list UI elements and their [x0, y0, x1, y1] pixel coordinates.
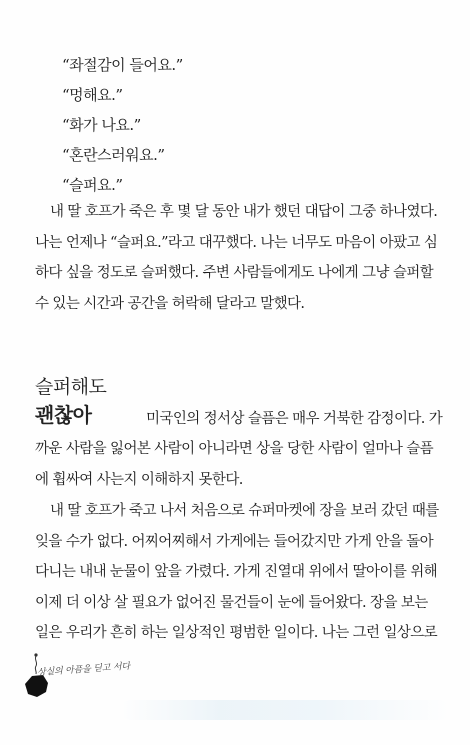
paragraph-line: 이제 더 이상 살 필요가 없어진 물건들이 눈에 들어왔다. 장을 보는 [35, 594, 428, 611]
scan-smudge [120, 700, 450, 720]
paragraph-line: 까운 사람을 잃어본 사람이 아니라면 상을 당한 사람이 얼마나 슬픔 [35, 441, 434, 457]
quote-line: “좌절감이 들어요.” [62, 56, 183, 74]
paragraph-line: 수 있는 시간과 공간을 허락해 달라고 말했다. [35, 295, 305, 312]
section-heading [35, 374, 145, 430]
paragraph-line: 내 딸 호프가 죽고 나서 처음으로 슈퍼마켓에 장을 보러 갔던 때를 [50, 503, 439, 519]
paragraph-line: 나는 언제나 “슬퍼요.”라고 대꾸했다. 나는 너무도 마음이 아팠고 심 [35, 234, 438, 251]
quote-line: “슬퍼요.” [62, 176, 123, 194]
paragraph-line: 잊을 수가 없다. 어찌어찌해서 가게에는 들어갔지만 가게 안을 돌아 [35, 533, 434, 550]
quote-line: “멍해요.” [62, 86, 123, 104]
body-paragraph-3 [35, 496, 440, 649]
section-heading-line-1: 슬퍼해도 [35, 376, 107, 398]
running-title: 상실의 아픔을 딛고 서다 [36, 661, 131, 679]
paragraph-line: 다니는 내내 눈물이 앞을 가렸다. 가게 진열대 위에서 딸아이를 위해 [35, 564, 438, 580]
footer-stone-icon [22, 650, 82, 710]
body-paragraph-2 [35, 434, 440, 495]
paragraph-line: 내 딸 호프가 죽은 후 몇 달 동안 내가 했던 대답이 그중 하나였다. [50, 204, 438, 220]
paragraph-line: 하다 싶을 정도로 슬퍼했다. 주변 사람들에게도 나에게 그냥 슬퍼할 [35, 265, 434, 281]
quote-line: “혼란스러워요.” [62, 146, 165, 164]
quote-line: “화가 나요.” [62, 116, 141, 134]
quote-list [62, 50, 422, 200]
paragraph-line: 일은 우리가 흔히 하는 일상적인 평범한 일이다. 나는 그런 일상으로 [35, 625, 438, 641]
paragraph-line: 에 휩싸여 사는지 이해하지 못한다. [35, 471, 243, 488]
paragraph-2-first-line: 미국인의 정서상 슬픔은 매우 거북한 감정이다. 가 [146, 411, 443, 427]
body-paragraph-1 [35, 197, 440, 319]
section-heading-line-2: 괜찮아 [35, 403, 92, 427]
